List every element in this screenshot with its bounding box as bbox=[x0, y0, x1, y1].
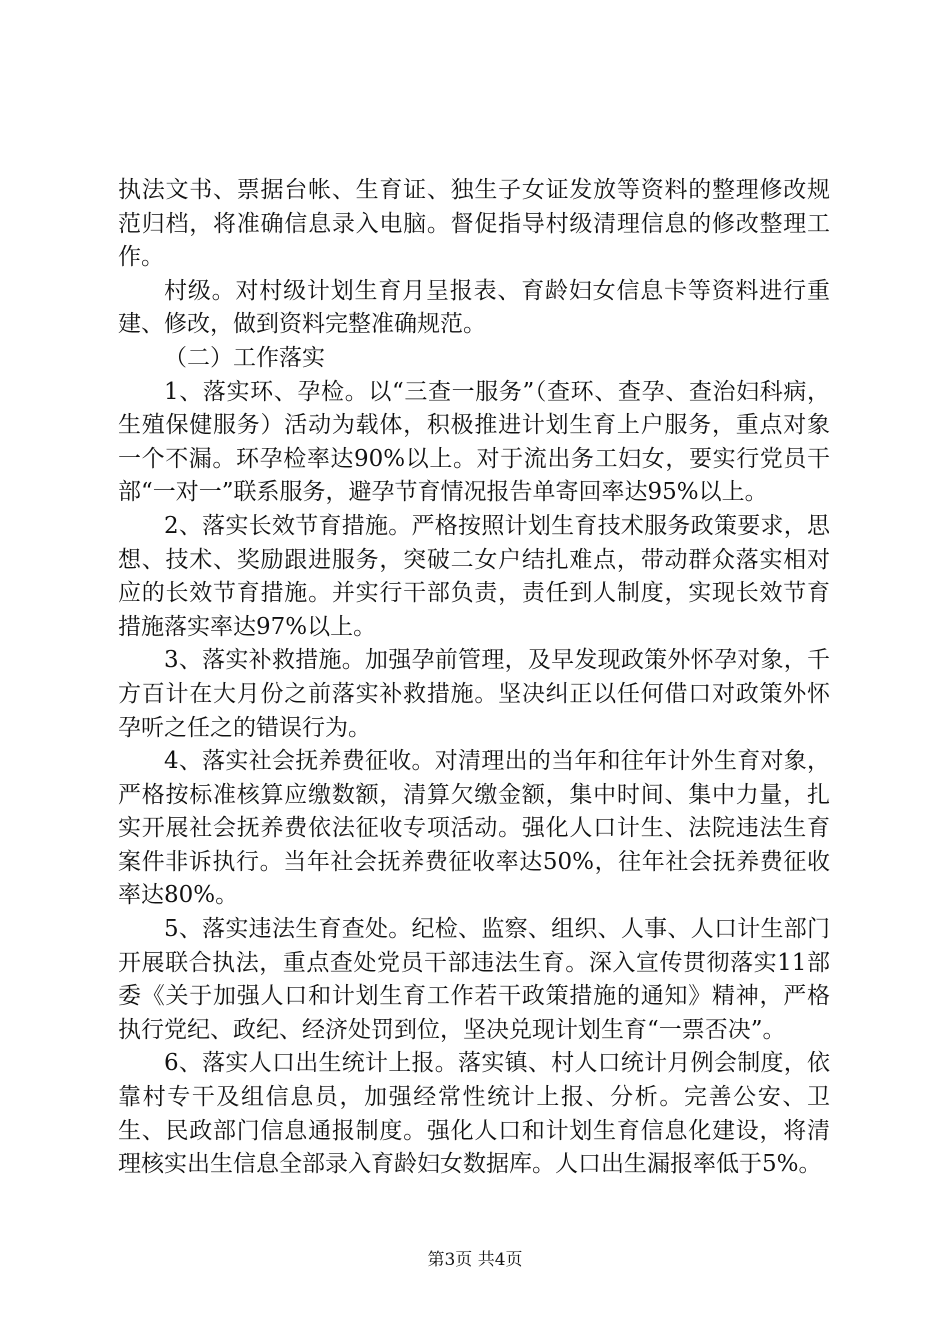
paragraph-item-4: 4、落实社会抚养费征收。对清理出的当年和往年计外生育对象，严格按标准核算应缴数额，清算欠缴金额，集中时间、集中力量，扎实开展社会抚养费依法征收专项活动。强化人口计生、法院违法生育案件非诉执行。当年社会抚养费征收率达50%，往年社会抚养费征收率达80%。 bbox=[118, 748, 830, 909]
paragraph-item-5: 5、落实违法生育查处。纪检、监察、组织、人事、人口计生部门开展联合执法，重点查处党员干部违法生育。深入宣传贯彻落实11部委《关于加强人口和计划生育工作若干政策措施的通知》精神，严格执行党纪、政纪、经济处罚到位，坚决兑现计划生育“一票否决”。 bbox=[118, 916, 830, 1043]
page-footer: 第3页 共4页 bbox=[427, 1250, 523, 1270]
paragraph-village-level: 村级。对村级计划生育月呈报表、育龄妇女信息卡等资料进行重建、修改，做到资料完整准确规范。 bbox=[118, 277, 830, 338]
paragraph-item-3: 3、落实补救措施。加强孕前管理，及早发现政策外怀孕对象，千方百计在大月份之前落实补救措施。坚决纠正以任何借口对政策外怀孕听之任之的错误行为。 bbox=[118, 647, 830, 741]
paragraph-item-2: 2、落实长效节育措施。严格按照计划生育技术服务政策要求，思想、技术、奖励跟进服务，突破二女户结扎难点，带动群众落实相对应的长效节育措施。并实行干部负责，责任到人制度，实现长效节育措施落实率达97%以上。 bbox=[118, 512, 830, 640]
paragraph-item-1: 1、落实环、孕检。以“三查一服务”（查环、查孕、查治妇科病，生殖保健服务）活动为载体，积极推进计划生育上户服务，重点对象一个不漏。环孕检率达90%以上。对于流出务工妇女，要实行党员干部“一对一”联系服务，避孕节育情况报告单寄回率达95%以上。 bbox=[118, 378, 830, 506]
document-body bbox=[118, 174, 830, 1182]
section-heading-work-implementation: （二）工作落实 bbox=[164, 344, 325, 371]
paragraph-item-6: 6、落实人口出生统计上报。落实镇、村人口统计月例会制度，依靠村专干及组信息员，加强经常性统计上报、分析。完善公安、卫生、民政部门信息通报制度。强化人口和计划生育信息化建设，将清理核实出生信息全部录入育龄妇女数据库。人口出生漏报率低于5%。 bbox=[118, 1050, 830, 1178]
paragraph-archive-continuation: 执法文书、票据台帐、生育证、独生子女证发放等资料的整理修改规范归档，将准确信息录入电脑。督促指导村级清理信息的修改整理工作。 bbox=[118, 177, 830, 271]
